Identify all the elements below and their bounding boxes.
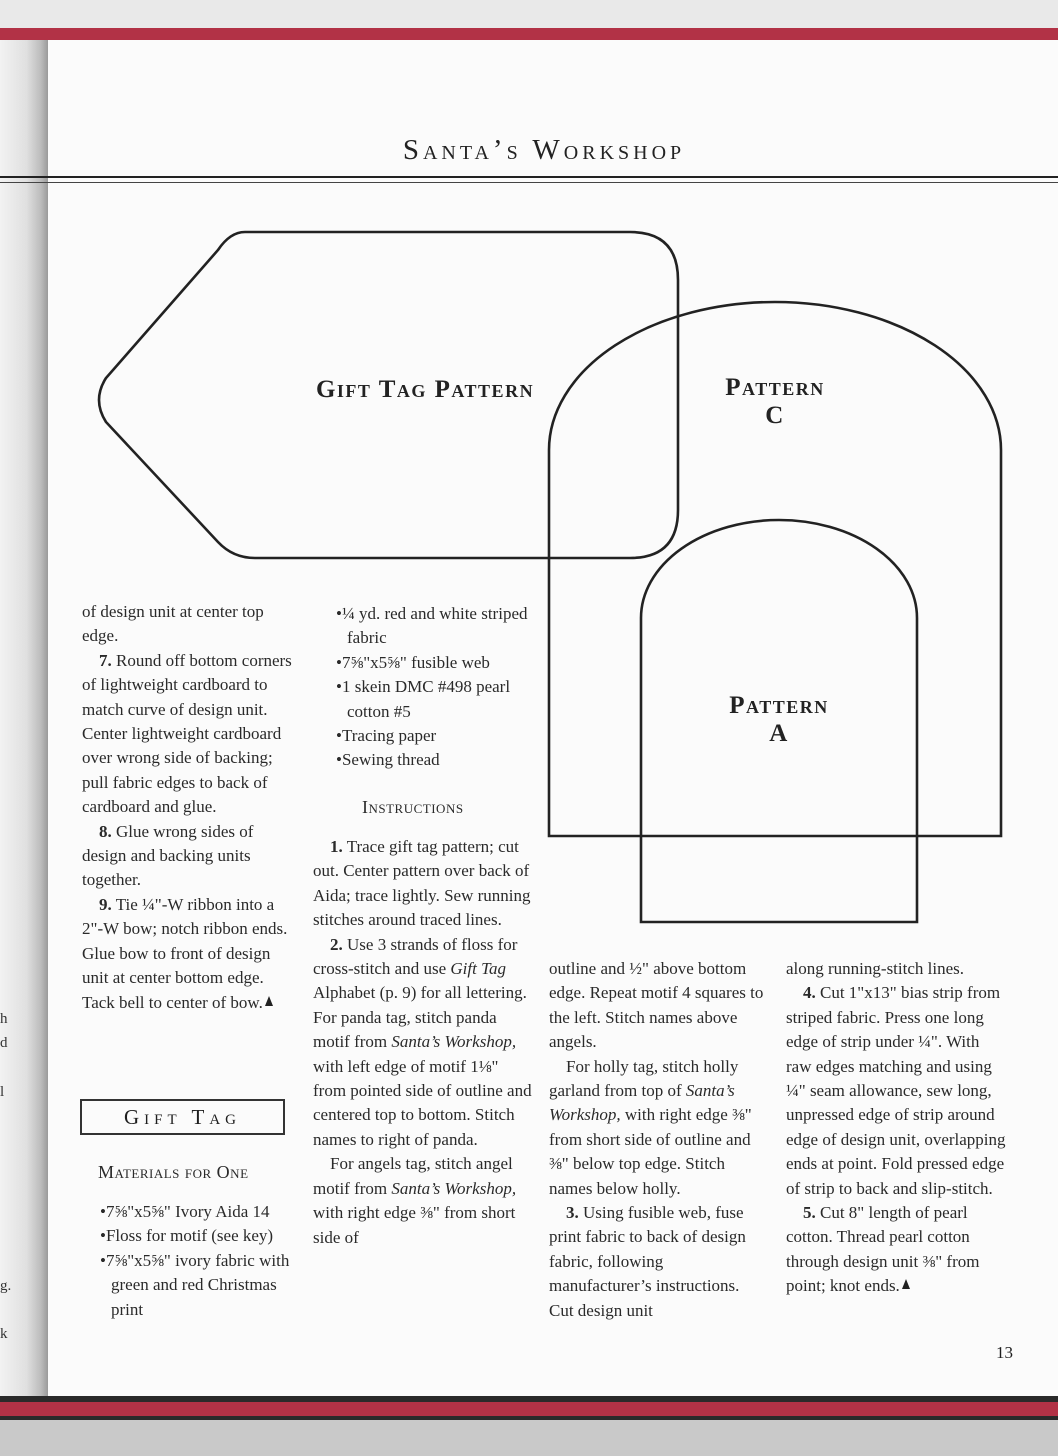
- step-9: [82, 893, 297, 1015]
- gutter-letter: l: [0, 1084, 5, 1100]
- step-5: [786, 1201, 1006, 1299]
- gift-tag-pattern-label: Gift Tag Pattern: [315, 376, 535, 403]
- bottom-binding-grey-edge: [0, 1420, 1058, 1456]
- step-number: 3.: [566, 1203, 579, 1223]
- materials-item: •Sewing thread: [336, 750, 440, 770]
- step-number: 4.: [803, 983, 816, 1003]
- gutter-letter: d: [0, 1035, 8, 1051]
- pattern-a-label-letter: A: [769, 720, 789, 747]
- step-text-italic: Santa’s Workshop,: [391, 1178, 517, 1198]
- gutter-letter: h: [0, 1011, 8, 1027]
- step-4: [786, 981, 1006, 1201]
- instructions-heading-block: [362, 795, 542, 819]
- materials-item: •7⅝"x5⅝" ivory fabric with green and red Christmas print: [100, 1250, 290, 1319]
- step-text: Tie ¼"-W ribbon into a 2"-W bow; notch ribbon ends. Glue bow to front of design unit at center bottom edge. Tack bell to center of bow.: [82, 894, 288, 1012]
- paragraph: along running-stitch lines.: [786, 959, 965, 978]
- step-text: with right edge ⅜" from short side of: [313, 1203, 516, 1247]
- step-text: with right edge ⅜" from short side of outline and ⅜" below top edge. Stitch names below holly.: [549, 1105, 752, 1198]
- step-2: [313, 933, 533, 1153]
- step-text: Alphabet (p. 9) for all lettering. For panda tag, stitch panda motif from: [313, 983, 527, 1052]
- materials-heading: Materials for One: [98, 1162, 249, 1182]
- text-column-2: [313, 835, 533, 1250]
- pattern-c-label-word: Pattern: [725, 374, 825, 401]
- paragraph: outline and ½" above bottom edge. Repeat motif 4 squares to the left. Stitch names above angels.: [549, 959, 764, 1052]
- step-text: For angels tag, stitch angel motif from: [313, 1154, 513, 1198]
- step-text: Trace gift tag pattern; cut out. Center pattern over back of Aida; trace lightly. Sew running stitches around traced lines.: [313, 837, 531, 930]
- step-number: 7.: [99, 650, 112, 670]
- materials-item: •¼ yd. red and white striped fabric: [336, 604, 528, 648]
- step-text: Use 3 strands of floss for cross-stitch and use: [313, 934, 518, 979]
- pattern-a-label-word: Pattern: [729, 692, 829, 719]
- materials-item: •Tracing paper: [336, 726, 437, 746]
- pattern-a-label: [704, 692, 854, 748]
- pattern-c-label-letter: C: [765, 402, 785, 429]
- text-column-1: [82, 600, 297, 1015]
- gutter-letter: k: [0, 1326, 8, 1342]
- step-number: 2.: [330, 934, 343, 954]
- step-text: Using fusible web, fuse print fabric to back of design fabric, following manufacturer’s instructions. Cut design unit: [549, 1203, 746, 1320]
- materials-item: •7⅝"x5⅝" fusible web: [336, 652, 490, 672]
- materials-list-2: [334, 602, 534, 773]
- step-8: [82, 820, 297, 893]
- step-text-italic: Santa’s Workshop,: [549, 1081, 735, 1125]
- step-text: with left edge of motif 1⅛" from pointed side of outline and centered top to bottom. Stitch names to right of panda.: [313, 1056, 532, 1149]
- pattern-c-label: [700, 374, 850, 430]
- gutter-letter: g.: [0, 1278, 12, 1294]
- materials-list-1: [98, 1200, 298, 1322]
- step-text-italic: Santa’s Workshop,: [391, 1032, 517, 1052]
- text-column-3: [549, 957, 767, 1323]
- step-text: Round off bottom corners of lightweight cardboard to match curve of design unit. Center lightweight cardboard over wrong side of backing; pull fabric edges to back of cardboard and glue.: [82, 650, 292, 817]
- step-number: 9.: [99, 894, 112, 914]
- step-text: Glue wrong sides of design and backing units together.: [82, 821, 254, 890]
- bottom-binding: [0, 1396, 1058, 1456]
- running-head: Santa’s Workshop: [402, 134, 686, 166]
- materials-item: •7⅝"x5⅝" Ivory Aida 14: [100, 1202, 270, 1221]
- step-number: 8.: [99, 821, 112, 841]
- gift-tag-section-box: Gift Tag: [80, 1099, 285, 1135]
- step-text: For holly tag, stitch holly garland from top of: [549, 1056, 739, 1101]
- bottom-binding-red-edge: [0, 1402, 1058, 1416]
- page-number: 13: [996, 1343, 1013, 1362]
- step-3: [549, 1201, 767, 1323]
- instructions-heading: Instructions: [362, 797, 464, 817]
- materials-heading-block: [98, 1160, 298, 1184]
- step-number: 5.: [803, 1203, 816, 1223]
- step-1: [313, 835, 533, 933]
- angels-paragraph: [313, 1152, 533, 1250]
- step-text: Cut 8" length of pearl cotton. Thread pearl cotton through design unit ⅜" from point; knot ends.: [786, 1203, 980, 1296]
- step-text-italic: Gift Tag: [450, 959, 506, 979]
- tree-end-mark-icon: [902, 1279, 910, 1289]
- text-column-4: [786, 957, 1006, 1299]
- step-7: [82, 649, 297, 820]
- tree-end-mark-icon: [265, 996, 273, 1006]
- materials-item: •Floss for motif (see key): [100, 1226, 274, 1246]
- paragraph: of design unit at center top edge.: [82, 602, 264, 646]
- step-text: Cut 1"x13" bias strip from striped fabric. Press one long edge of strip under ¼". With raw edges matching and using ¼" seam allowance, sew long, unpressed edge of strip around edge of design unit, overlapping ends at point. Fold pressed edge of strip to back and slip-stitch.: [786, 983, 1006, 1198]
- materials-item: •1 skein DMC #498 pearl cotton #5: [336, 677, 511, 721]
- holly-paragraph: [549, 1055, 767, 1201]
- step-number: 1.: [330, 837, 343, 856]
